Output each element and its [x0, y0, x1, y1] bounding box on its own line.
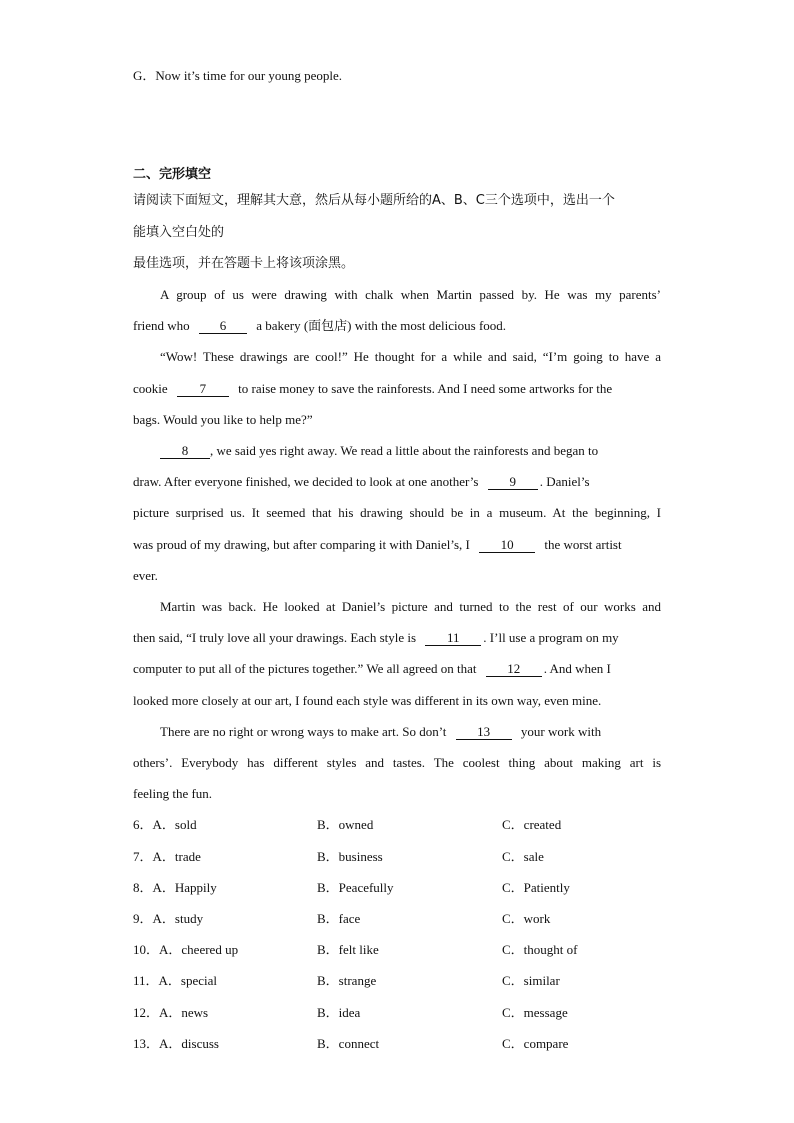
- passage-line: [133, 380, 661, 398]
- question-number: 6．: [133, 817, 153, 832]
- question-number: 12．: [133, 1005, 160, 1020]
- question-option-c: C．Patiently: [502, 880, 570, 895]
- option-a-text: A．news: [159, 1005, 209, 1020]
- question-option-b: B．idea: [317, 1005, 361, 1020]
- passage-line: [160, 723, 661, 741]
- question-number: 10．: [133, 942, 160, 957]
- passage-text: then said, “I truly love all your drawings. Each style is: [133, 630, 417, 645]
- passage-line: bags. Would you like to help me?”: [133, 412, 313, 427]
- passage-line: “Wow! These drawings are cool!” He thought for a while and said, “I’m going to have a: [160, 349, 661, 364]
- blank-13: 13: [456, 725, 512, 740]
- passage-line: [133, 536, 661, 554]
- option-a-text: A．special: [158, 973, 218, 988]
- instruction-line-1: 请阅读下面短文，理解其大意，然后从每小题所给的A、B、C三个选项中，选出一个: [133, 193, 615, 208]
- option-a-text: A．cheered up: [159, 942, 239, 957]
- question-option-c: C．created: [502, 817, 562, 832]
- question-row: [133, 972, 661, 990]
- question-row: [133, 816, 661, 834]
- passage-text: was proud of my drawing, but after comparing it with Daniel’s, I: [133, 537, 470, 552]
- question-option-b: B．face: [317, 911, 361, 926]
- question-option-c: C．similar: [502, 973, 560, 988]
- question-option-a: [133, 972, 217, 990]
- question-row: [133, 910, 661, 928]
- passage-text: . Daniel’s: [539, 474, 590, 489]
- instruction-line-2: 能填入空白处的: [133, 225, 225, 240]
- question-number: 9．: [133, 911, 153, 926]
- blank-6: 6: [199, 319, 247, 334]
- section-heading: 二、完形填空: [133, 167, 212, 182]
- question-option-a: [133, 816, 197, 834]
- question-option-a: [133, 1004, 208, 1022]
- passage-line: [133, 317, 661, 335]
- passage-text: There are no right or wrong ways to make art. So don’t: [160, 724, 447, 739]
- question-option-b: B．strange: [317, 973, 377, 988]
- question-option-b: B．connect: [317, 1036, 380, 1051]
- passage-text: to raise money to save the rainforests. And I need some artworks for the: [238, 381, 613, 396]
- question-option-c: C．compare: [502, 1036, 569, 1051]
- question-option-a: [133, 941, 238, 959]
- passage-text: draw. After everyone finished, we decided to look at one another’s: [133, 474, 479, 489]
- passage-line: Martin was back. He looked at Daniel’s picture and turned to the rest of our works and: [160, 599, 661, 614]
- question-row: [133, 941, 661, 959]
- question-option-a: [133, 910, 203, 928]
- passage-text: a bakery (面包店) with the most delicious food.: [256, 318, 507, 333]
- passage-line: A group of us were drawing with chalk when Martin passed by. He was my parents’: [160, 287, 661, 302]
- passage-text: . I’ll use a program on my: [483, 630, 619, 645]
- option-a-text: A．discuss: [159, 1036, 219, 1051]
- passage-line: feeling the fun.: [133, 786, 213, 801]
- question-number: 8．: [133, 880, 153, 895]
- passage-line: [133, 660, 661, 678]
- passage-line: ever.: [133, 568, 158, 583]
- question-row: [133, 879, 661, 897]
- passage-text: cookie: [133, 381, 168, 396]
- blank-8: 8: [160, 444, 210, 459]
- question-row: [133, 848, 661, 866]
- passage-text: computer to put all of the pictures together.” We all agreed on that: [133, 661, 477, 676]
- option-a-text: A．Happily: [152, 880, 217, 895]
- question-option-b: B．business: [317, 849, 383, 864]
- option-a-text: A．study: [152, 911, 204, 926]
- passage-text: the worst artist: [544, 537, 622, 552]
- blank-12: 12: [486, 662, 542, 677]
- question-option-c: C．thought of: [502, 942, 578, 957]
- blank-7: 7: [177, 382, 229, 397]
- question-option-b: B．felt like: [317, 942, 379, 957]
- passage-text: , we said yes right away. We read a little about the rainforests and began to: [210, 443, 599, 458]
- passage-text: friend who: [133, 318, 190, 333]
- passage-line: [160, 442, 661, 460]
- passage-line: [133, 629, 661, 647]
- blank-11: 11: [425, 631, 481, 646]
- question-number: 13．: [133, 1036, 160, 1051]
- question-number: 7．: [133, 849, 153, 864]
- passage-text: . And when I: [543, 661, 611, 676]
- question-option-b: B．Peacefully: [317, 880, 394, 895]
- passage-line: looked more closely at our art, I found each style was different in its own way, even mine.: [133, 693, 602, 708]
- question-option-a: [133, 1035, 219, 1053]
- passage-line: others’. Everybody has different styles and tastes. The coolest thing about making art is: [133, 755, 661, 770]
- passage-line: picture surprised us. It seemed that his drawing should be in a museum. At the beginning, I: [133, 505, 661, 520]
- question-option-a: [133, 848, 201, 866]
- question-row: [133, 1004, 661, 1022]
- question-option-a: [133, 879, 217, 897]
- blank-10: 10: [479, 538, 535, 553]
- blank-9: 9: [488, 475, 538, 490]
- option-g: G．Now it’s time for our young people.: [133, 68, 343, 83]
- option-a-text: A．trade: [152, 849, 201, 864]
- question-row: [133, 1035, 661, 1053]
- instruction-line-3: 最佳选项，并在答题卡上将该项涂黑。: [133, 256, 355, 271]
- question-option-c: C．message: [502, 1005, 568, 1020]
- passage-line: [133, 473, 661, 491]
- question-number: 11．: [133, 973, 159, 988]
- option-a-text: A．sold: [152, 817, 197, 832]
- question-option-b: B．owned: [317, 817, 374, 832]
- question-option-c: C．work: [502, 911, 551, 926]
- passage-text: your work with: [520, 724, 602, 739]
- question-option-c: C．sale: [502, 849, 544, 864]
